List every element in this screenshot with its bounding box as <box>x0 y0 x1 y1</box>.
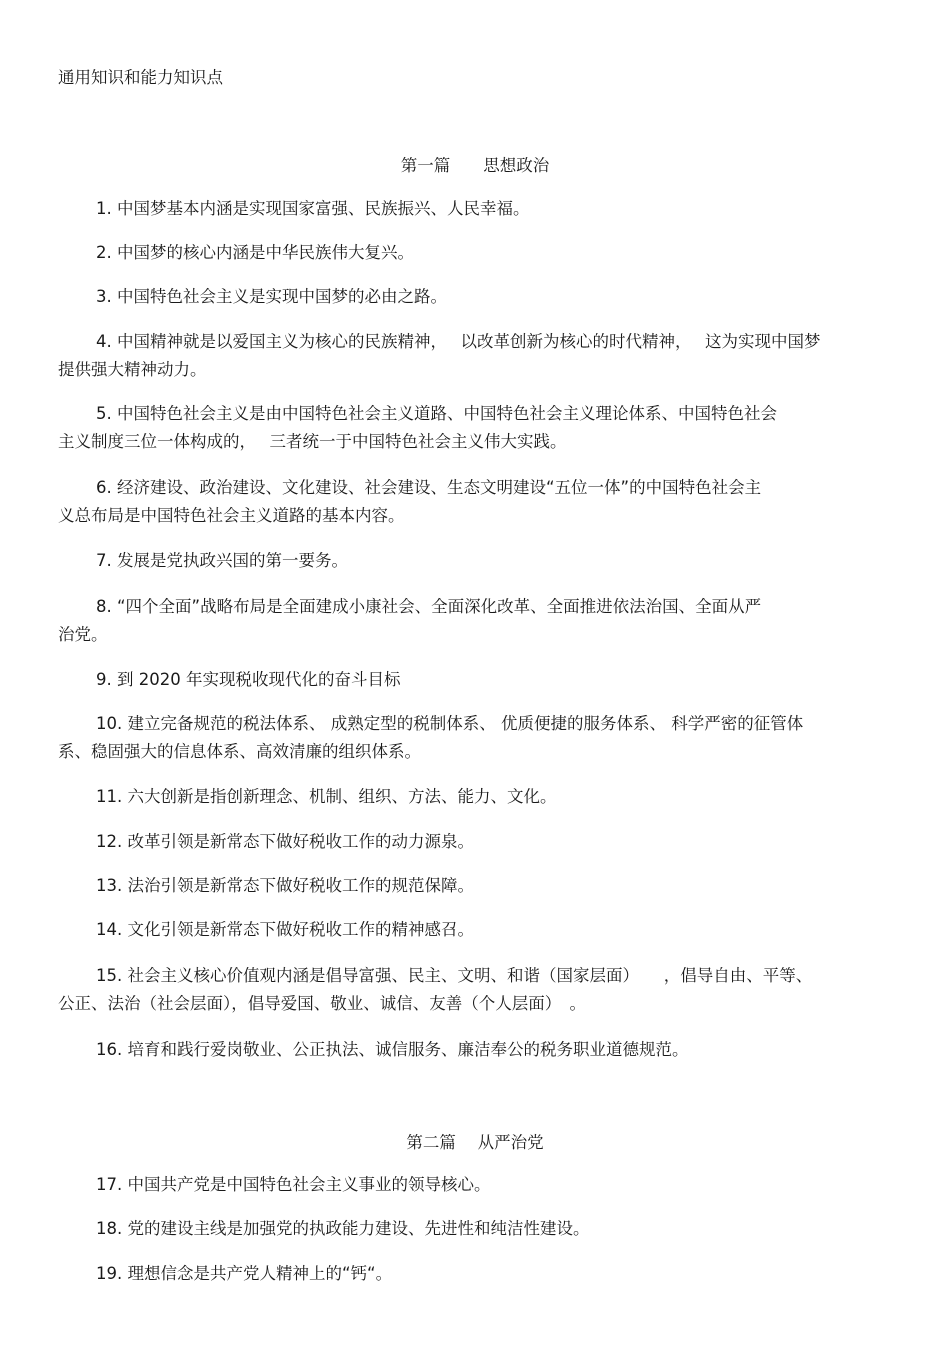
item-text-continued: 治党。 <box>58 625 108 644</box>
list-item <box>58 1215 888 1243</box>
item-text: 10. 建立完备规范的税法体系、 成熟定型的税制体系、 优质便捷的服务体系、 科学严密的征管体 <box>96 714 804 733</box>
list-item <box>58 239 888 267</box>
list-item <box>58 283 888 311</box>
item-text: 9. 到 2020 年实现税收现代化的奋斗目标 <box>96 670 401 689</box>
list-item <box>58 666 888 694</box>
item-text: 14. 文化引领是新常态下做好税收工作的精神感召。 <box>96 920 474 939</box>
list-item <box>58 1171 888 1199</box>
list-item <box>58 783 888 811</box>
list-item <box>58 962 888 1018</box>
section-heading: 第一篇 思想政治 <box>400 156 550 175</box>
item-text-continued: 系、稳固强大的信息体系、高效清廉的组织体系。 <box>58 742 421 761</box>
item-text-continued: 主义制度三位一体构成的， 三者统一于中国特色社会主义伟大实践。 <box>58 432 567 451</box>
item-text-continued: 公正、法治（社会层面），倡导爱国、敬业、诚信、友善（个人层面） 。 <box>58 994 586 1013</box>
list-item <box>58 828 888 856</box>
item-text: 11. 六大创新是指创新理念、机制、组织、方法、能力、文化。 <box>96 787 557 806</box>
list-item <box>58 1260 888 1288</box>
item-text: 8. “四个全面”战略布局是全面建成小康社会、全面深化改革、全面推进依法治国、全面从严 <box>96 597 762 616</box>
item-text-continued: 提供强大精神动力。 <box>58 360 207 379</box>
list-item <box>58 916 888 944</box>
list-item <box>58 1036 888 1064</box>
item-text: 19. 理想信念是共产党人精神上的“钙“。 <box>96 1264 393 1283</box>
item-text: 15. 社会主义核心价值观内涵是倡导富强、民主、文明、和谐（国家层面） ，倡导自由、平等、 <box>96 966 813 985</box>
item-text: 6. 经济建设、政治建设、文化建设、社会建设、生态文明建设“五位一体”的中国特色社会主 <box>96 478 762 497</box>
item-text: 16. 培育和践行爱岗敬业、公正执法、诚信服务、廉洁奉公的税务职业道德规范。 <box>96 1040 689 1059</box>
item-text: 17. 中国共产党是中国特色社会主义事业的领导核心。 <box>96 1175 491 1194</box>
document-title: 通用知识和能力知识点 <box>58 68 223 87</box>
item-text: 18. 党的建设主线是加强党的执政能力建设、先进性和纯洁性建设。 <box>96 1219 590 1238</box>
item-text: 1. 中国梦基本内涵是实现国家富强、民族振兴、人民幸福。 <box>96 199 530 218</box>
list-item <box>58 328 888 384</box>
list-item <box>58 547 888 575</box>
item-text: 3. 中国特色社会主义是实现中国梦的必由之路。 <box>96 287 447 306</box>
list-item <box>58 593 888 649</box>
list-item <box>58 710 888 766</box>
item-text-continued: 义总布局是中国特色社会主义道路的基本内容。 <box>58 506 405 525</box>
list-item <box>58 400 888 456</box>
item-text: 13. 法治引领是新常态下做好税收工作的规范保障。 <box>96 876 474 895</box>
item-text: 7. 发展是党执政兴国的第一要务。 <box>96 551 348 570</box>
section-heading: 第二篇 从严治党 <box>406 1133 544 1152</box>
item-text: 12. 改革引领是新常态下做好税收工作的动力源泉。 <box>96 832 474 851</box>
list-item <box>58 195 888 223</box>
item-text: 2. 中国梦的核心内涵是中华民族伟大复兴。 <box>96 243 414 262</box>
item-text: 5. 中国特色社会主义是由中国特色社会主义道路、中国特色社会主义理论体系、中国特色社会 <box>96 404 777 423</box>
list-item <box>58 872 888 900</box>
item-text: 4. 中国精神就是以爱国主义为核心的民族精神， 以改革创新为核心的时代精神， 这为实现中国梦 <box>96 332 821 351</box>
list-item <box>58 474 888 530</box>
